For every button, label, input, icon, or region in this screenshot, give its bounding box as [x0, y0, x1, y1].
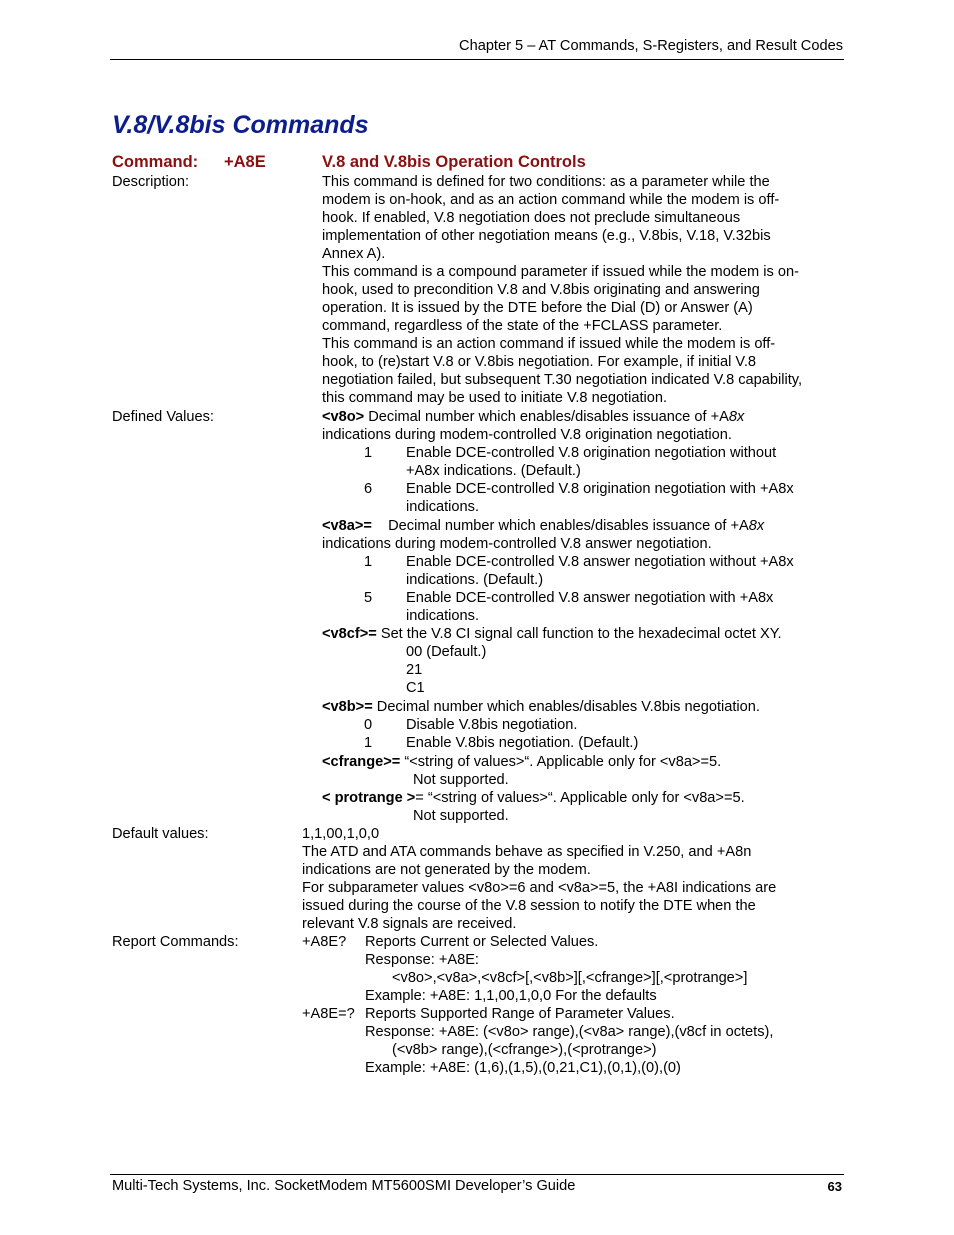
param-cfrange: <cfrange>= “<string of values>“. Applicable only for <v8a>=5. [322, 754, 722, 770]
default-values-line: indications are not generated by the modem. [302, 862, 591, 878]
footer-rule [110, 1174, 844, 1175]
default-values-line: issued during the course of the V.8 session to notify the DTE when the [302, 898, 756, 914]
param-v8cf: <v8cf>= Set the V.8 CI signal call function to the hexadecimal octet XY. [322, 626, 782, 642]
option-value: 0 [364, 717, 373, 733]
report-commands-label: Report Commands: [112, 934, 239, 950]
description-line: Annex A). [322, 246, 386, 262]
report-response: <v8o>,<v8a>,<v8cf>[,<v8b>][,<cfrange>][,<protrange>] [392, 970, 748, 986]
param-v8b: <v8b>= Decimal number which enables/disables V.8bis negotiation. [322, 699, 760, 715]
command-name: V.8 and V.8bis Operation Controls [322, 153, 586, 171]
report-desc: Reports Current or Selected Values. [365, 934, 599, 950]
default-values-line: For subparameter values <v8o>=6 and <v8a>=5, the +A8I indications are [302, 880, 777, 896]
default-values-line: The ATD and ATA commands behave as specified in V.250, and +A8n [302, 844, 752, 860]
option-value: 1 [364, 735, 373, 751]
report-response: Response: +A8E: (<v8o> range),(<v8a> range),(v8cf in octets), [365, 1024, 774, 1040]
report-example: Example: +A8E: (1,6),(1,5),(0,21,C1),(0,1),(0),(0) [365, 1060, 681, 1076]
option-value: 1 [364, 554, 373, 570]
option-text: Enable DCE-controlled V.8 answer negotiation without +A8x [406, 554, 794, 570]
report-response: Response: +A8E: [365, 952, 479, 968]
option-text: indications. [406, 499, 480, 515]
description-line: This command is an action command if issued while the modem is off- [322, 336, 776, 352]
description-line: this command may be used to initiate V.8 negotiation. [322, 390, 668, 406]
report-command: +A8E=? [302, 1006, 355, 1022]
option-text: Enable DCE-controlled V.8 answer negotiation with +A8x [406, 590, 774, 606]
param-v8a-desc: indications during modem-controlled V.8 answer negotiation. [322, 536, 712, 552]
default-values-line: relevant V.8 signals are received. [302, 916, 517, 932]
report-response: (<v8b> range),(<cfrange>),(<protrange>) [392, 1042, 657, 1058]
chapter-title: Chapter 5 – AT Commands, S-Registers, and Result Codes [459, 38, 843, 54]
report-example: Example: +A8E: 1,1,00,1,0,0 For the defaults [365, 988, 657, 1004]
option-value: C1 [406, 680, 425, 696]
command-label: Command: [112, 153, 199, 171]
description-line: command, regardless of the state of the +FCLASS parameter. [322, 318, 723, 334]
description-line: operation. It is issued by the DTE before the Dial (D) or Answer (A) [322, 300, 753, 316]
param-note: Not supported. [413, 808, 509, 824]
option-value: 1 [364, 445, 373, 461]
description-line: modem is on-hook, and as an action command while the modem is off- [322, 192, 780, 208]
option-text: indications. [406, 608, 480, 624]
default-values-line: 1,1,00,1,0,0 [302, 826, 380, 842]
description-line: This command is defined for two conditions: as a parameter while the [322, 174, 770, 190]
param-note: Not supported. [413, 772, 509, 788]
option-text: Enable V.8bis negotiation. (Default.) [406, 735, 639, 751]
param-v8o: <v8o> Decimal number which enables/disables issuance of +A8x [322, 409, 745, 425]
option-text: Enable DCE-controlled V.8 origination negotiation without [406, 445, 777, 461]
command-code: +A8E [224, 153, 266, 171]
description-line: hook. If enabled, V.8 negotiation does not preclude simultaneous [322, 210, 741, 226]
option-text: indications. (Default.) [406, 572, 544, 588]
option-text: Disable V.8bis negotiation. [406, 717, 578, 733]
page-number: 63 [827, 1179, 842, 1194]
description-line: negotiation failed, but subsequent T.30 negotiation indicated V.8 capability, [322, 372, 803, 388]
option-text: Enable DCE-controlled V.8 origination negotiation with +A8x [406, 481, 794, 497]
param-protrange: < protrange >= “<string of values>“. Applicable only for <v8a>=5. [322, 790, 745, 806]
section-title: V.8/V.8bis Commands [112, 111, 369, 139]
header-rule [110, 59, 844, 60]
param-v8a: <v8a>= Decimal number which enables/disables issuance of +A8x [322, 518, 765, 534]
option-value: 21 [406, 662, 423, 678]
description-line: implementation of other negotiation means (e.g., V.8bis, V.18, V.32bis [322, 228, 771, 244]
option-value: 6 [364, 481, 373, 497]
description-line: This command is a compound parameter if issued while the modem is on- [322, 264, 799, 280]
report-desc: Reports Supported Range of Parameter Values. [365, 1006, 675, 1022]
defined-values-label: Defined Values: [112, 409, 214, 425]
report-command: +A8E? [302, 934, 347, 950]
description-label: Description: [112, 174, 190, 190]
option-value: 00 (Default.) [406, 644, 487, 660]
default-values-label: Default values: [112, 826, 209, 842]
option-value: 5 [364, 590, 373, 606]
param-v8o-desc: indications during modem-controlled V.8 origination negotiation. [322, 427, 732, 443]
option-text: +A8x indications. (Default.) [406, 463, 581, 479]
description-line: hook, used to precondition V.8 and V.8bis originating and answering [322, 282, 760, 298]
description-line: hook, to (re)start V.8 or V.8bis negotiation. For example, if initial V.8 [322, 354, 756, 370]
footer-text: Multi-Tech Systems, Inc. SocketModem MT5600SMI Developer’s Guide [112, 1178, 576, 1194]
